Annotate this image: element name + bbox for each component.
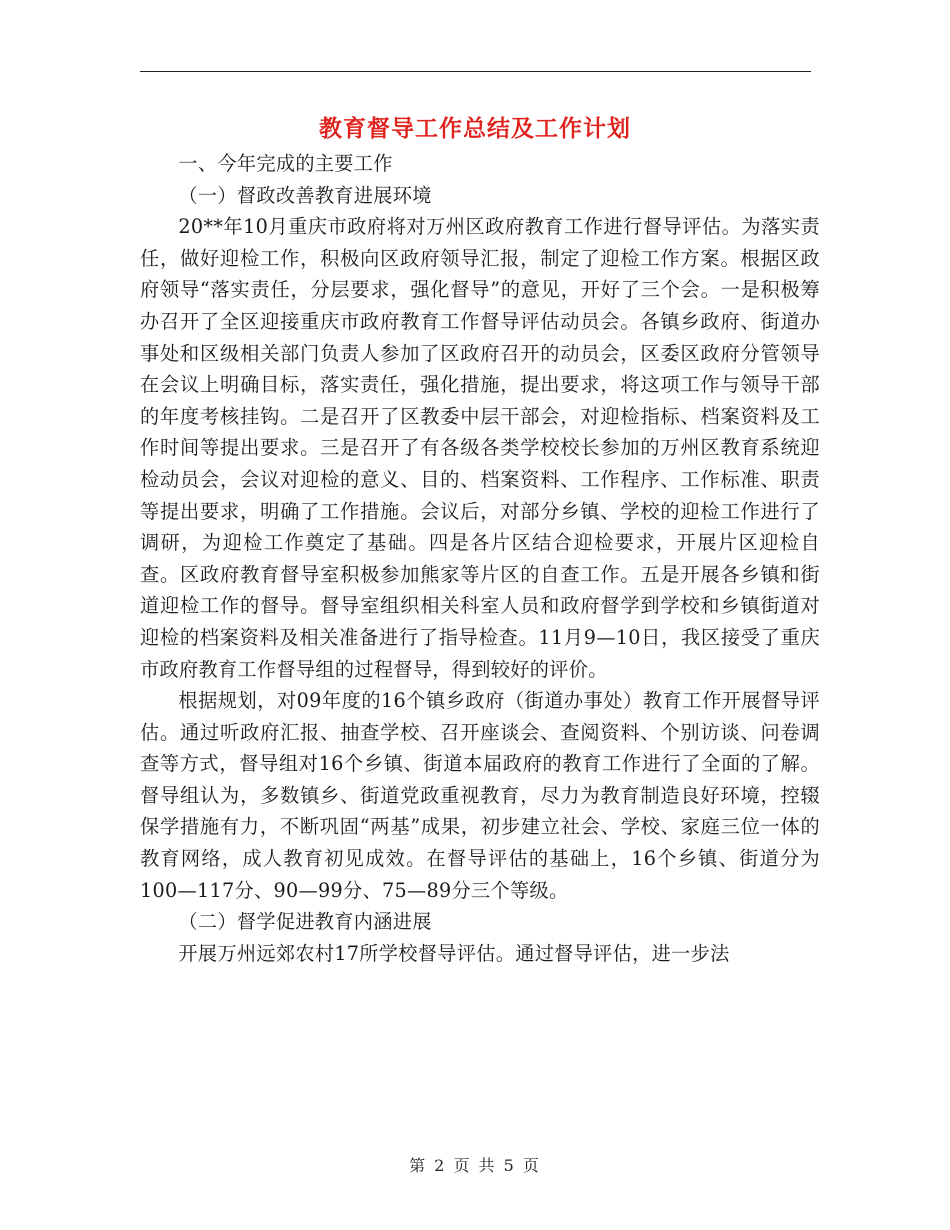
header-rule — [140, 71, 811, 72]
paragraph-township-evaluation: 根据规划，对09年度的16个镇乡政府（街道办事处）教育工作开展督导评估。通过听政府汇报、抽查学校、召开座谈会、查阅资料、个别访谈、问卷调查等方式，督导组对16个乡镇、街道本届政府的教育工作进行了全面的了解。督导组认为，多数镇乡、街道党政重视教育，尽力为教育制造良好环境，控辍保学措施有力，不断巩固“两基”成果，初步建立社会、学校、家庭三位一体的教育网络，成人教育初见成效。在督导评估的基础上，16个乡镇、街道分为100—117分、90—99分、75—89分三个等级。 — [140, 689, 820, 902]
page-number-footer: 第 2 页 共 5 页 — [409, 1156, 541, 1175]
subsection-heading-school-supervision: （二）督学促进教育内涵进展 — [178, 910, 432, 934]
document-body — [140, 148, 820, 969]
subsection-heading-government-supervision: （一）督政改善教育进展环境 — [178, 183, 432, 207]
section-heading-main-work: 一、今年完成的主要工作 — [178, 152, 393, 175]
paragraph-inspection-preparation: 20**年10月重庆市政府将对万州区政府教育工作进行督导评估。为落实责任，做好迎检工作，积极向区政府领导汇报，制定了迎检工作方案。根据区政府领导“落实责任，分层要求，强化督导”的意见，开好了三个会。一是积极筹办召开了全区迎接重庆市政府教育工作督导评估动员会。各镇乡政府、街道办事处和区级相关部门负责人参加了区政府召开的动员会，区委区政府分管领导在会议上明确目标，落实责任，强化措施，提出要求，将这项工作与领导干部的年度考核挂钩。二是召开了区教委中层干部会，对迎检指标、档案资料及工作时间等提出要求。三是召开了有各级各类学校校长参加的万州区教育系统迎检动员会，会议对迎检的意义、目的、档案资料、工作程序、工作标准、职责等提出要求，明确了工作措施。会议后，对部分乡镇、学校的迎检工作进行了调研，为迎检工作奠定了基础。四是各片区结合迎检要求，开展片区迎检自查。区政府教育督导室积极参加熊家等片区的自查工作。五是开展各乡镇和街道迎检工作的督导。督导室组织相关科室人员和政府督学到学校和乡镇街道对迎检的档案资料及相关准备进行了指导检查。11月9—10日，我区接受了重庆市政府教育工作督导组的过程督导，得到较好的评价。 — [140, 215, 820, 681]
document-title: 教育督导工作总结及工作计划 — [319, 115, 631, 142]
paragraph-rural-school-evaluation: 开展万州远郊农村17所学校督导评估。通过督导评估，进一步法 — [178, 941, 730, 965]
